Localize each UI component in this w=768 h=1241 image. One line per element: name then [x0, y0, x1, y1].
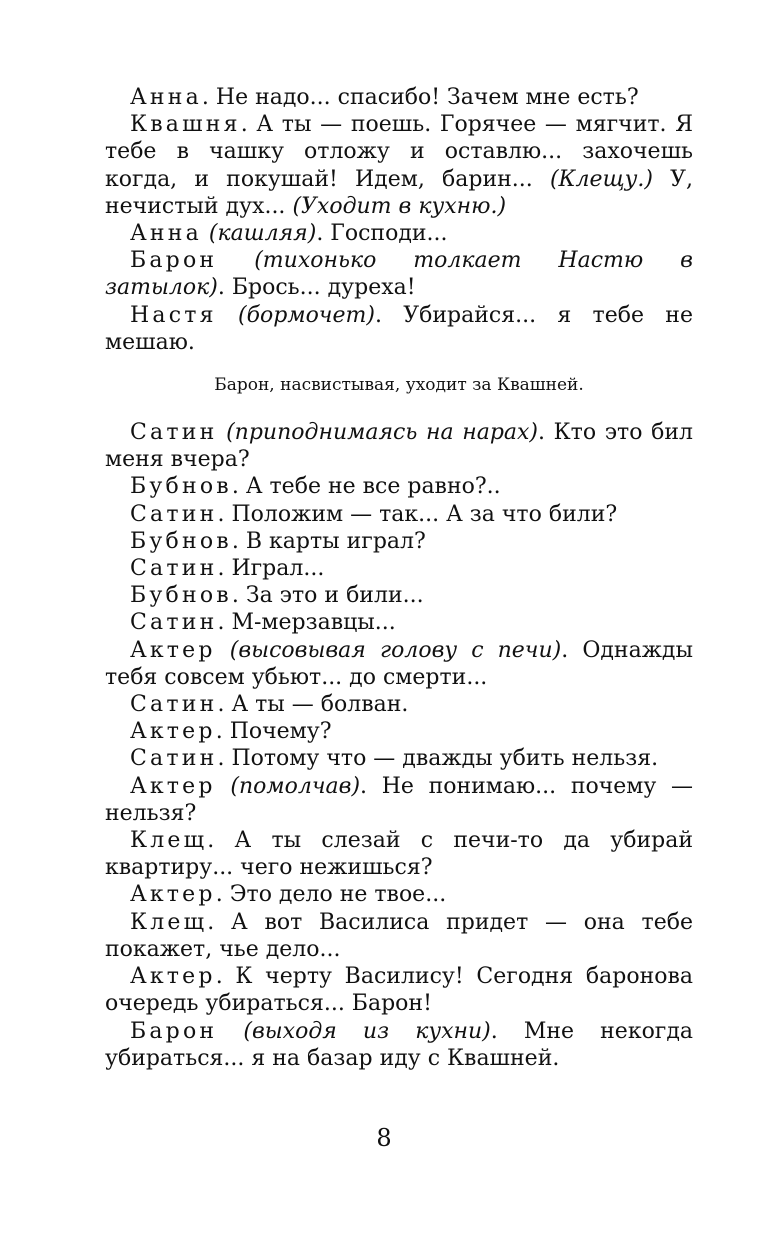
dialogue-line: Актер. Это дело не твое... — [130, 882, 447, 908]
dialogue-line: Квашня. А ты — поешь. Горячее — мягчит. Я тебе в чашку отложу и оставлю... захочешь когда, и покушай! Идем, барин... (Клещу.) У, нечистый дух... (Уходит в кухню.) — [105, 112, 693, 219]
stage-remark: (кашляя) — [208, 221, 317, 247]
speaker-name: Актер — [130, 773, 216, 799]
speech-text: Играл... — [231, 556, 325, 582]
play-text — [105, 84, 693, 1072]
speech-text: В карты играл? — [245, 528, 426, 554]
stage-remark: (помолчав) — [230, 773, 361, 799]
speaker-name: Актер — [130, 719, 216, 745]
dialogue-line — [105, 637, 693, 691]
speaker-name: Сатин — [130, 610, 218, 636]
speaker-name: Сатин — [130, 746, 218, 772]
speaker-name: Актер — [130, 637, 216, 663]
speech-text: Положим — так... А за что били? — [231, 501, 618, 527]
speech-text: . Не понимаю... почему — нельзя? — [105, 773, 694, 826]
dialogue-line: Сатин. Потому что — дважды убить нельзя. — [130, 746, 659, 772]
speaker-name: Клещ — [130, 828, 208, 854]
speaker-name: Барон — [130, 248, 218, 274]
speech-text: . Кто это бил меня вчера? — [105, 420, 693, 473]
dialogue-line: Бубнов. А тебе не все равно?.. — [130, 474, 501, 500]
dialogue-line: Бубнов. В карты играл? — [130, 528, 426, 554]
speech-text: . Убирайся... я тебе не мешаю. — [105, 302, 693, 355]
speaker-name: Сатин — [130, 692, 218, 718]
speaker-name: Бубнов — [130, 474, 232, 500]
dialogue-line — [105, 247, 693, 301]
speech-text: . Господи... — [316, 221, 448, 247]
speaker-name: Сатин — [130, 420, 218, 446]
speech-text: К черту Василису! Сегодня баронова очередь убираться... Барон! — [105, 964, 693, 1017]
dialogue-line — [105, 1018, 693, 1072]
speech-text: Потому что — дважды убить нельзя. — [231, 746, 659, 772]
dialogue-line: Сатин. М-мерзавцы... — [130, 610, 396, 636]
speaker-name: Сатин — [130, 556, 218, 582]
dialogue-line — [105, 773, 693, 827]
speaker-name: Бубнов — [130, 583, 232, 609]
dialogue-line: Клещ. А ты слезай с печи-то да убирай квартиру... чего нежишься? — [105, 828, 693, 881]
speech-text: А ты — поешь. Горячее — мягчит. Я тебе в чашку отложу и оставлю... захочешь когда, и покушай! Идем, барин... — [105, 112, 693, 192]
speech-text: Это дело не твое... — [229, 882, 447, 908]
speech-text: А тебе не все равно?.. — [245, 474, 501, 500]
dialogue-line: Клещ. А вот Василиса придет — она тебе покажет, чье дело... — [105, 909, 693, 962]
speaker-name: Квашня — [130, 112, 241, 138]
speaker-name: Анна — [130, 85, 202, 110]
dialogue-line: Сатин. А ты — болван. — [130, 692, 409, 718]
stage-remark: (тихонько толкает Настю в затылок) — [105, 248, 693, 301]
dialogue-line — [105, 419, 693, 473]
speaker-name: Бубнов — [130, 528, 232, 554]
speech-text: М-мерзавцы... — [231, 610, 396, 636]
stage-remark: (выходя из кухни) — [243, 1018, 491, 1044]
speech-text: А вот Василиса придет — она тебе покажет, чье дело... — [105, 909, 693, 962]
dialogue-line: Сатин. Положим — так... А за что били? — [130, 501, 618, 527]
speaker-name: Анна — [130, 221, 202, 247]
dialogue-line: Актер. К черту Василису! Сегодня баронова очередь убираться... Барон! — [105, 964, 693, 1017]
speaker-name: Настя — [130, 302, 217, 328]
speech-text: . Мне некогда убираться... я на базар иду с Квашней. — [105, 1018, 693, 1071]
speech-text: . Брось... дуреха! — [217, 275, 416, 301]
dialogue-line: Актер. Почему? — [130, 719, 332, 745]
stage-remark: (Уходит в кухню.) — [292, 193, 507, 219]
speaker-name: Клещ — [130, 909, 208, 935]
stage-remark: (приподнимаясь на нарах) — [226, 420, 539, 446]
stage-remark: (Клещу.) — [549, 166, 653, 192]
speech-text: За это и били... — [245, 583, 424, 609]
speech-text: А ты — болван. — [231, 692, 409, 718]
page-number: 8 — [376, 1124, 392, 1152]
speaker-name: Актер — [130, 964, 216, 990]
speech-text: . Однажды тебя совсем убьют... до смерти... — [105, 637, 693, 690]
speech-text: Не надо... спасибо! Зачем мне есть? — [215, 85, 639, 110]
speaker-name: Барон — [130, 1018, 218, 1044]
speech-text: Почему? — [229, 719, 332, 745]
dialogue-line: Сатин. Играл... — [130, 556, 325, 582]
dialogue-line — [105, 220, 693, 247]
speaker-name: Актер — [130, 882, 216, 908]
stage-direction: Барон, насвистывая, уходит за Квашней. — [214, 375, 584, 396]
speech-text: А ты слезай с печи-то да убирай квартиру... чего нежишься? — [105, 828, 693, 881]
stage-remark: (высовывая голову с печи) — [229, 637, 562, 663]
dialogue-line: Бубнов. За это и били... — [130, 583, 424, 609]
speaker-name: Сатин — [130, 501, 218, 527]
stage-remark: (бормочет) — [237, 302, 375, 328]
speech-text: У, нечистый дух... — [105, 166, 693, 219]
dialogue-line: Анна. Не надо... спасибо! Зачем мне есть? — [130, 85, 639, 110]
dialogue-line — [105, 302, 693, 356]
